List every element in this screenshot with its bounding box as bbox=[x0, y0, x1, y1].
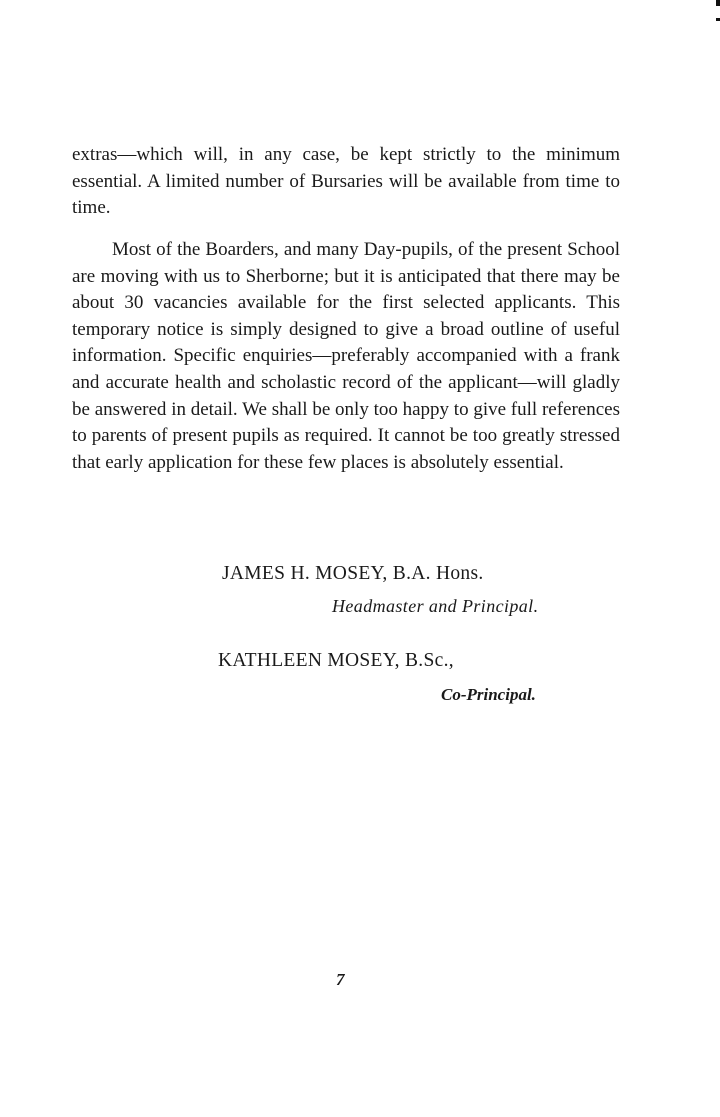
signature-title-co-principal: Co-Principal. bbox=[441, 685, 536, 704]
scan-edge-mark bbox=[716, 18, 720, 21]
paragraph-admissions: Most of the Boarders, and many Day-pupils, of the present School are moving with us to Sherborne; but it is anticipated that there may be about 30 vacancies available for the first selected applicants. This temporary notice is simply designed to give a broad outline of useful information. Specific enquiries—preferably accompanied with a frank and accurate health and scholastic record of the applicant—will gladly be answered in detail. We shall be only too happy to give full references to parents of present pupils as required. It cannot be too greatly stressed that early application for these few places is absolutely essential. bbox=[72, 239, 620, 473]
signature-title-headmaster: Headmaster and Principal. bbox=[332, 596, 539, 616]
signature-name-headmaster: JAMES H. MOSEY, B.A. Hons. bbox=[222, 563, 484, 584]
paragraph-continuation: extras—which will, in any case, be kept strictly to the minimum essential. A limited number of Bursaries will be available from time to time. bbox=[72, 144, 620, 219]
scan-edge-mark bbox=[716, 0, 720, 6]
signature-name-co-principal: KATHLEEN MOSEY, B.Sc., bbox=[218, 650, 454, 671]
page-number: 7 bbox=[336, 970, 345, 989]
